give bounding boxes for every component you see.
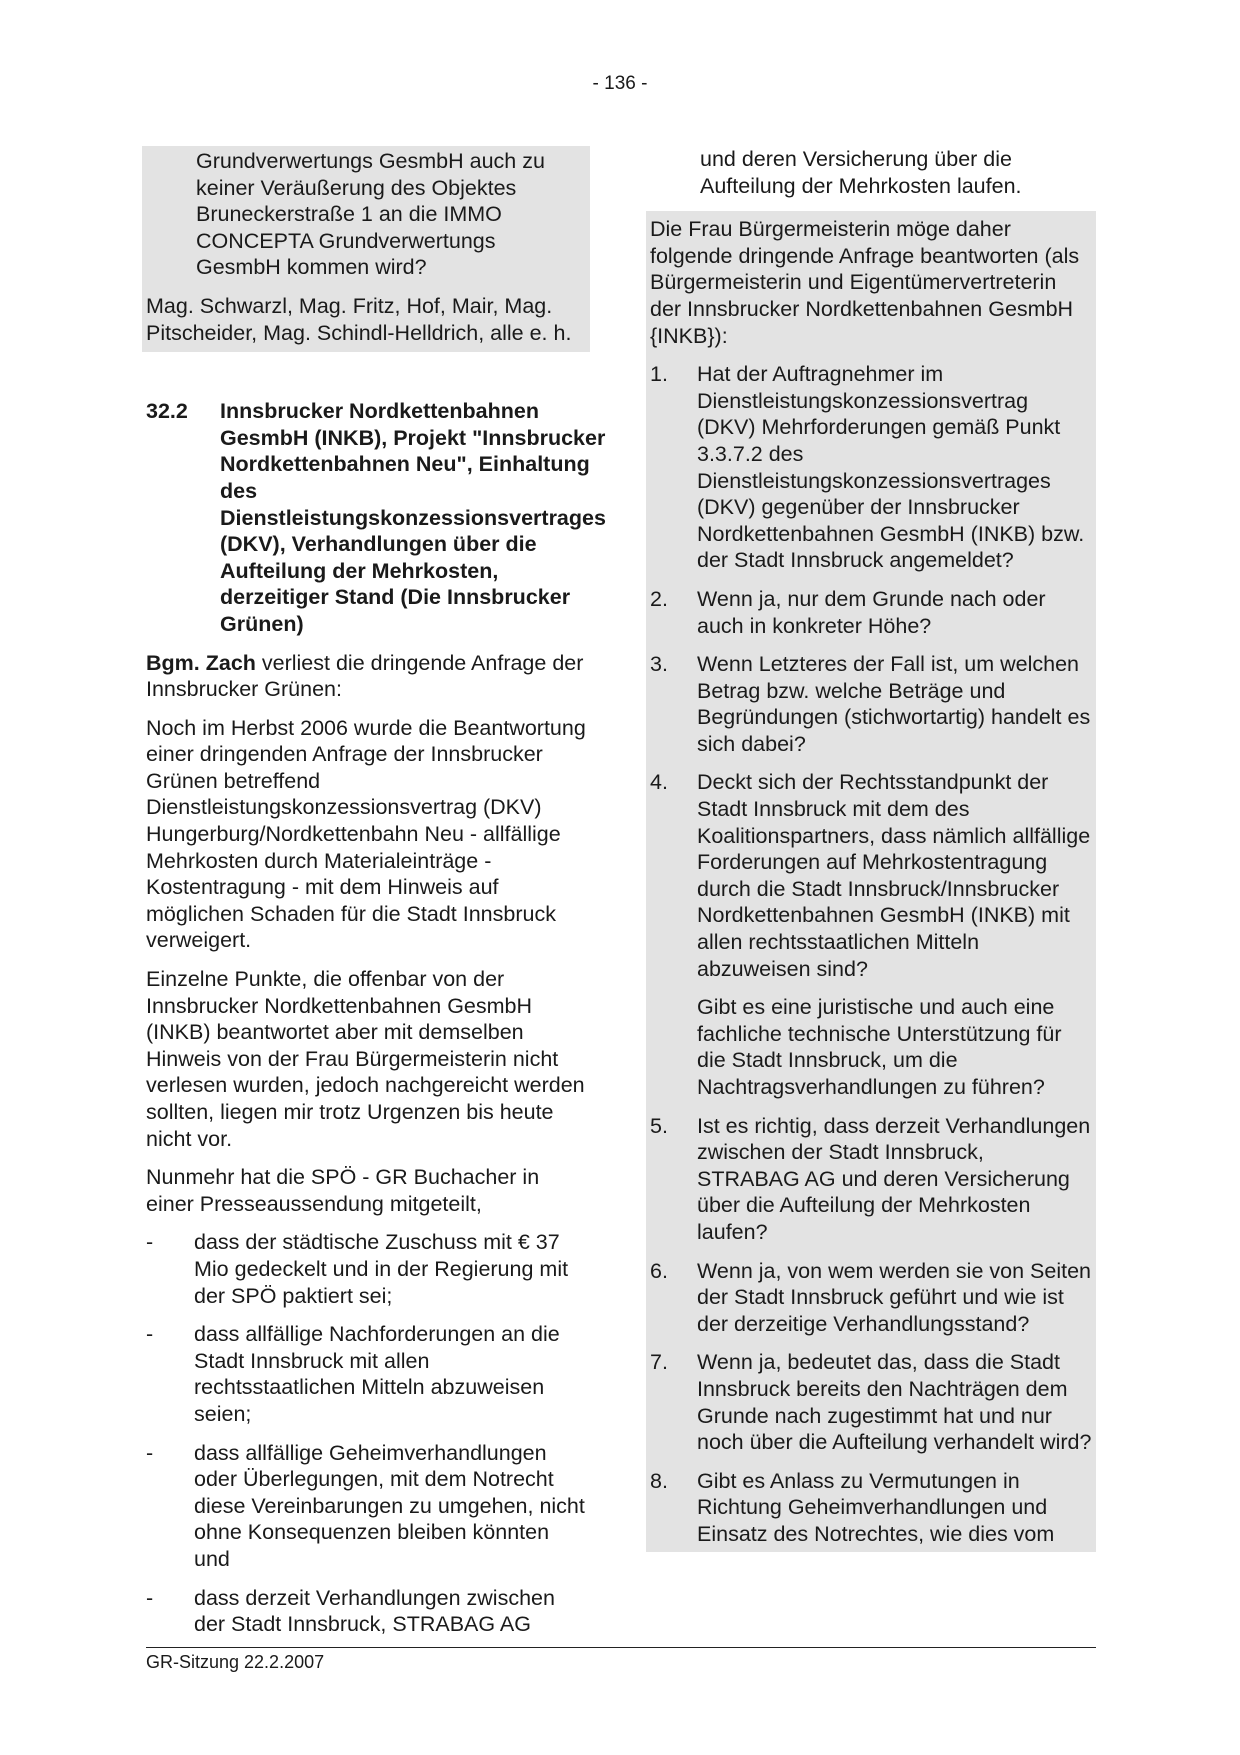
dash-item-text: dass derzeit Verhandlungen zwischen der Stadt Innsbruck, STRABAG AG xyxy=(194,1585,555,1637)
question-number: 3. xyxy=(650,652,668,677)
question-item xyxy=(650,769,1092,982)
question-number: 1. xyxy=(650,362,668,387)
footer-divider xyxy=(146,1647,1096,1648)
body-paragraph: Nunmehr hat die SPÖ - GR Buchacher in einer Presseaussendung mitgeteilt, xyxy=(146,1165,540,1216)
dash-list-item xyxy=(146,1321,590,1427)
question-item xyxy=(650,361,1092,574)
question-text: Deckt sich der Rechtsstandpunkt der Stadt Innsbruck mit dem des Koalitionspartners, dass nämlich allfällige Forderungen auf Mehrkostentragung durch die Stadt Innsbruck/Innsbrucker Nordkettenbahnen GesmbH (INKB) mit allen rechtsstaatlichen Mitteln abzuweisen sind? xyxy=(697,770,1091,981)
question-text: Wenn ja, bedeutet das, dass die Stadt Innsbruck bereits den Nachträgen dem Grunde nach zugestimmt hat und nur noch über die Aufteilung verhandelt wird? xyxy=(697,1350,1092,1455)
dash-bullet: - xyxy=(146,1230,154,1255)
question-text: Wenn ja, von wem werden sie von Seiten der Stadt Innsbruck geführt und wie ist der derzeitige Verhandlungsstand? xyxy=(697,1258,1091,1336)
dash-bullet: - xyxy=(146,1322,154,1347)
left-column xyxy=(146,146,606,1650)
quoted-motion-ending xyxy=(142,146,590,352)
section-heading xyxy=(146,398,606,637)
question-number: 4. xyxy=(650,770,668,795)
question-item xyxy=(650,1349,1092,1455)
section-title: Innsbrucker Nordkettenbahnen GesmbH (INKB), Projekt "Innsbrucker Nordkettenbahnen Neu", Einhaltung des Dienstleistungskonzessionsvertrages (DKV), Verhandlungen über die Aufteilung der Mehrkosten, derzeitiger Stand (Die Innsbrucker Grünen) xyxy=(220,399,606,636)
inquiry-block xyxy=(646,211,1096,1551)
body-paragraph: Noch im Herbst 2006 wurde die Beantwortung einer dringenden Anfrage der Innsbrucker Grünen betreffend Dienstleistungskonzessionsvertrag (DKV) Hungerburg/Nordkettenbahn Neu - allfällige Mehrkosten durch Materialeinträge - Kostentragung - mit dem Hinweis auf möglichen Schaden für die Stadt Innsbruck verweigert. xyxy=(146,715,586,953)
question-number: 6. xyxy=(650,1258,668,1283)
body-paragraph: Einzelne Punkte, die offenbar von der Innsbrucker Nordkettenbahnen GesmbH (INKB) beantwortet aber mit demselben Hinweis von der Frau Bürgermeisterin nicht verlesen wurden, jedoch nachgereicht werden sollten, liegen mir trotz Urgenzen bis heute nicht vor. xyxy=(146,967,585,1151)
dash-item-text: dass allfällige Nachforderungen an die Stadt Innsbruck mit allen rechtsstaatlichen Mitteln abzuweisen seien; xyxy=(194,1322,560,1426)
dash-list-item xyxy=(146,1440,590,1573)
question-sub-paragraph: Gibt es eine juristische und auch eine fachliche technische Unterstützung für die Stadt Innsbruck, um die Nachtragsverhandlungen zu führen? xyxy=(697,995,1062,1099)
question-text: Gibt es Anlass zu Vermutungen in Richtung Geheimverhandlungen und Einsatz des Notrechtes, wie dies vom xyxy=(697,1468,1055,1546)
dash-list-item xyxy=(146,1585,590,1638)
question-item xyxy=(650,586,1092,639)
question-item xyxy=(650,651,1092,757)
question-text: Wenn ja, nur dem Grunde nach oder auch in konkreter Höhe? xyxy=(697,586,1046,638)
question-number: 8. xyxy=(650,1468,668,1493)
question-number: 5. xyxy=(650,1113,668,1138)
question-text: Hat der Auftragnehmer im Dienstleistungskonzessionsvertrag (DKV) Mehrforderungen gemäß Punkt 3.3.7.2 des Dienstleistungskonzessionsvertrages (DKV) gegenüber der Innsbrucker Nordkettenbahnen GesmbH (INKB) bzw. der Stadt Innsbruck angemeldet? xyxy=(697,362,1085,573)
section-number: 32.2 xyxy=(146,399,188,424)
motion-closing-text: Grundverwertungs GesmbH auch zu keiner Veräußerung des Objektes Bruneckerstraße 1 an die IMMO CONCEPTA Grundverwertungs GesmbH kommen wird? xyxy=(196,149,545,280)
page-number: - 136 - xyxy=(592,73,648,94)
dash-item-text: dass allfällige Geheimverhandlungen oder Überlegungen, mit dem Notrecht diese Vereinbarungen zu umgehen, nicht ohne Konsequenzen bleiben könnten und xyxy=(194,1440,585,1571)
motion-signers: Mag. Schwarzl, Mag. Fritz, Hof, Mair, Mag. Pitscheider, Mag. Schindl-Helldrich, alle e. h. xyxy=(146,293,572,345)
dash-bullet: - xyxy=(146,1585,154,1610)
question-item xyxy=(650,1468,1092,1548)
question-item xyxy=(650,1258,1092,1338)
inquiry-intro: Die Frau Bürgermeisterin möge daher folgende dringende Anfrage beantworten (als Bürgermeisterin und Eigentümervertreterin der Innsbrucker Nordkettenbahnen GesmbH {INKB}): xyxy=(650,217,1080,348)
dash-item-text: dass der städtische Zuschuss mit € 37 Mio gedeckelt und in der Regierung mit der SPÖ paktiert sei; xyxy=(194,1230,569,1308)
question-number: 7. xyxy=(650,1350,668,1375)
dash-bullet: - xyxy=(146,1440,154,1465)
right-column xyxy=(650,146,1096,1552)
intro-paragraph xyxy=(146,650,590,703)
question-item xyxy=(650,1113,1092,1246)
dash-item-continuation: und deren Versicherung über die Aufteilung der Mehrkosten laufen. xyxy=(700,147,1022,198)
question-number: 2. xyxy=(650,586,668,611)
question-text: Ist es richtig, dass derzeit Verhandlungen zwischen der Stadt Innsbruck, STRABAG AG und deren Versicherung über die Aufteilung der Mehrkosten laufen? xyxy=(697,1113,1091,1244)
intro-text: verliest die dringende Anfrage der Innsbrucker Grünen: xyxy=(146,650,584,702)
speaker-name: Bgm. Zach xyxy=(146,650,256,675)
page-footer: GR-Sitzung 22.2.2007 xyxy=(146,1652,325,1672)
dash-list-item xyxy=(146,1229,590,1309)
question-text: Wenn Letzteres der Fall ist, um welchen Betrag bzw. welche Beträge und Begründungen (stichwortartig) handelt es sich dabei? xyxy=(697,652,1091,756)
